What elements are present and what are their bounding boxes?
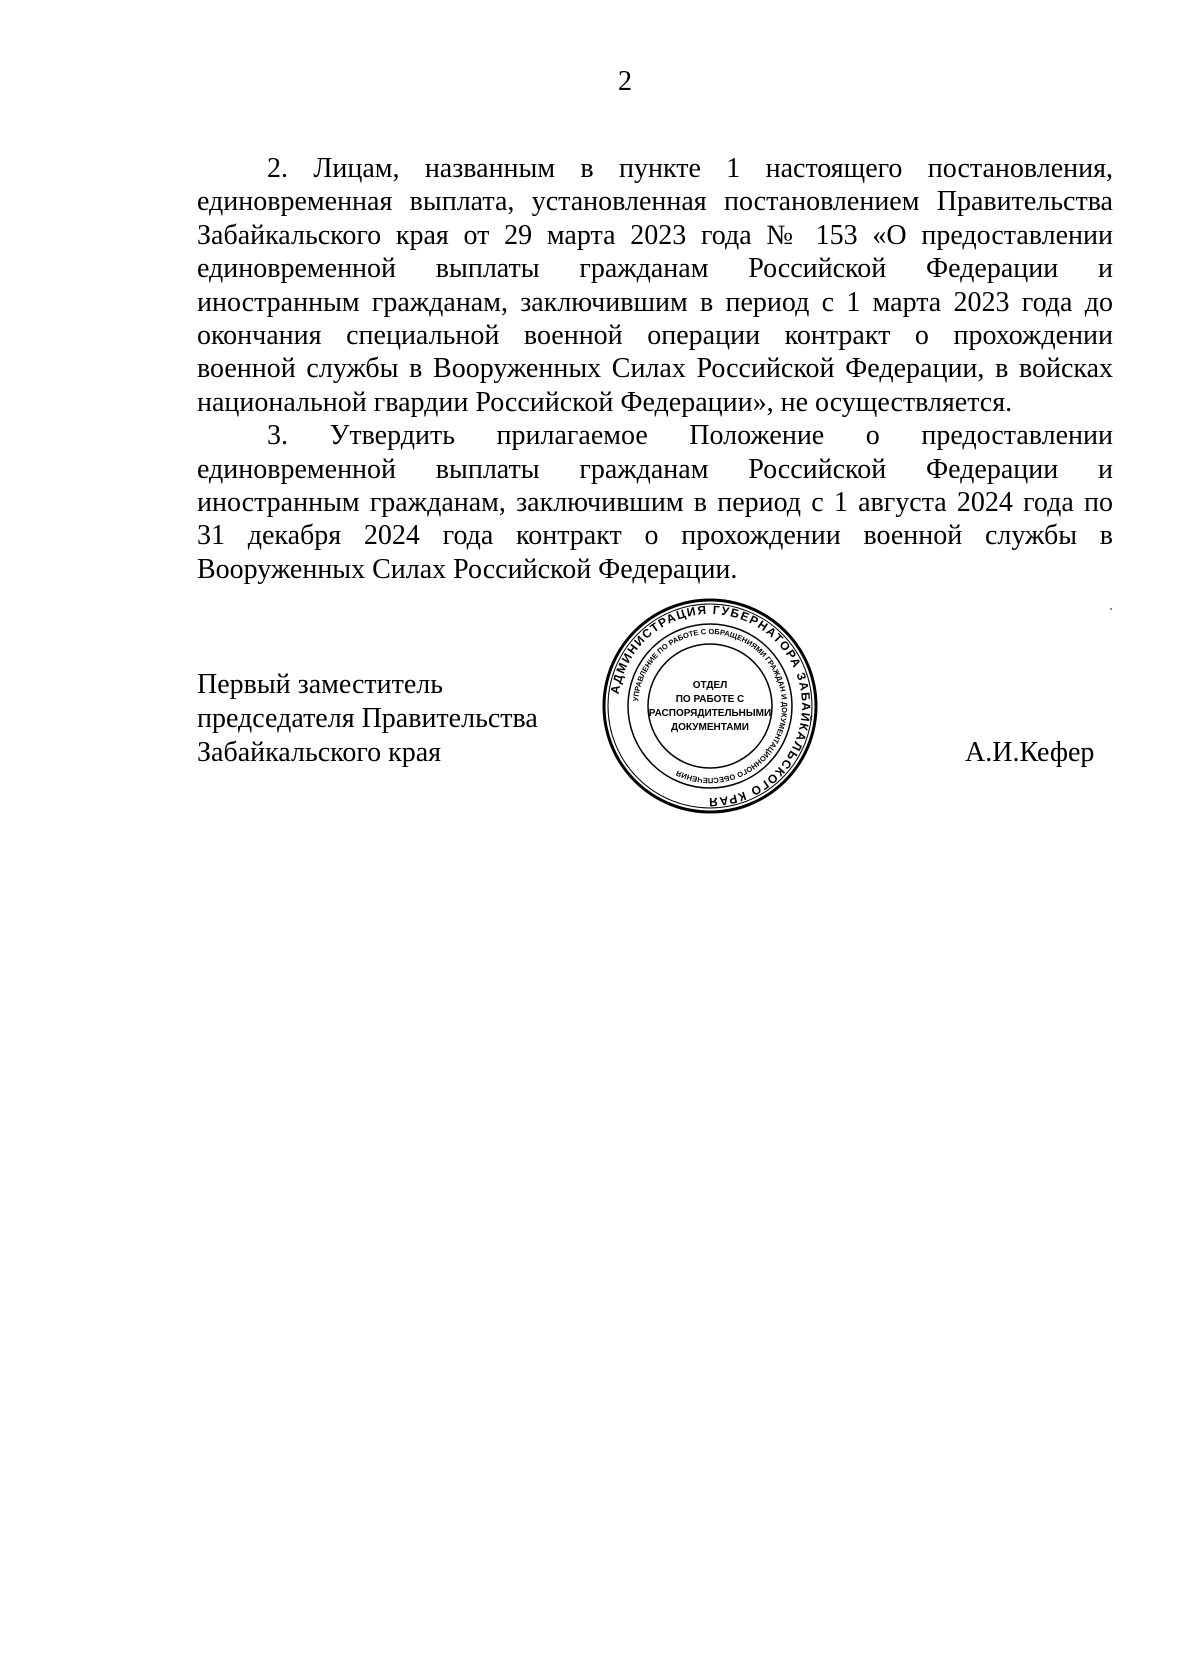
- scan-speck: [1110, 608, 1112, 610]
- seal-center-line-3: РАСПОРЯДИТЕЛЬНЫМИ: [648, 708, 772, 719]
- svg-text:УПРАВЛЕНИЕ ПО РАБОТЕ С ОБРАЩЕН: [631, 627, 789, 785]
- seal-center-line-1: ОТДЕЛ: [692, 680, 728, 691]
- position-line-3: Забайкальского края: [197, 737, 442, 768]
- signer-name: А.И.Кефер: [965, 737, 1095, 768]
- paragraph-2: 2. Лицам, названным в пункте 1 настоящего постановления, единовременная выплата, установленная постановлением Правительства Забайкальского края от 29 марта 2023 года № 153 «О предоставлении единовременной выплаты гражданам Российской Федерации и иностранным гражданам, заключившим в период с 1 марта 2023 года до окончания специальной военной операции контракт о прохождении военной службы в Вооруженных Силах Российской Федерации, в войсках национальной гвардии Российской Федерации», не осуществляется.: [197, 153, 1113, 418]
- seal-center-line-2: ПО РАБОТЕ С: [675, 694, 745, 705]
- seal-inner-ring-text: УПРАВЛЕНИЕ ПО РАБОТЕ С ОБРАЩЕНИЯМИ ГРАЖДАН И ДОКУМЕНТАЦИОННОГО ОБЕСПЕЧЕНИЯ: [631, 626, 790, 786]
- position-line-2: председателя Правительства: [197, 703, 538, 734]
- page-number: 2: [618, 66, 632, 97]
- document-body: [197, 152, 1113, 586]
- seal-center-line-4: ДОКУМЕНТАМИ: [671, 722, 749, 733]
- signature-position: [197, 668, 538, 770]
- position-line-1: Первый заместитель: [197, 669, 444, 700]
- official-seal: [600, 596, 820, 816]
- seal-graphic: [600, 596, 820, 816]
- paragraph-3: 3. Утвердить прилагаемое Положение о предоставлении единовременной выплаты гражданам Российской Федерации и иностранным гражданам, заключившим в период с 1 августа 2024 года по 31 декабря 2024 года контракт о прохождении военной службы в Вооруженных Силах Российской Федерации.: [197, 420, 1113, 585]
- seal-outer-ring-text: АДМИНИСТРАЦИЯ ГУБЕРНАТОРА ЗАБАЙКАЛЬСКОГО КРАЯ: [607, 602, 814, 810]
